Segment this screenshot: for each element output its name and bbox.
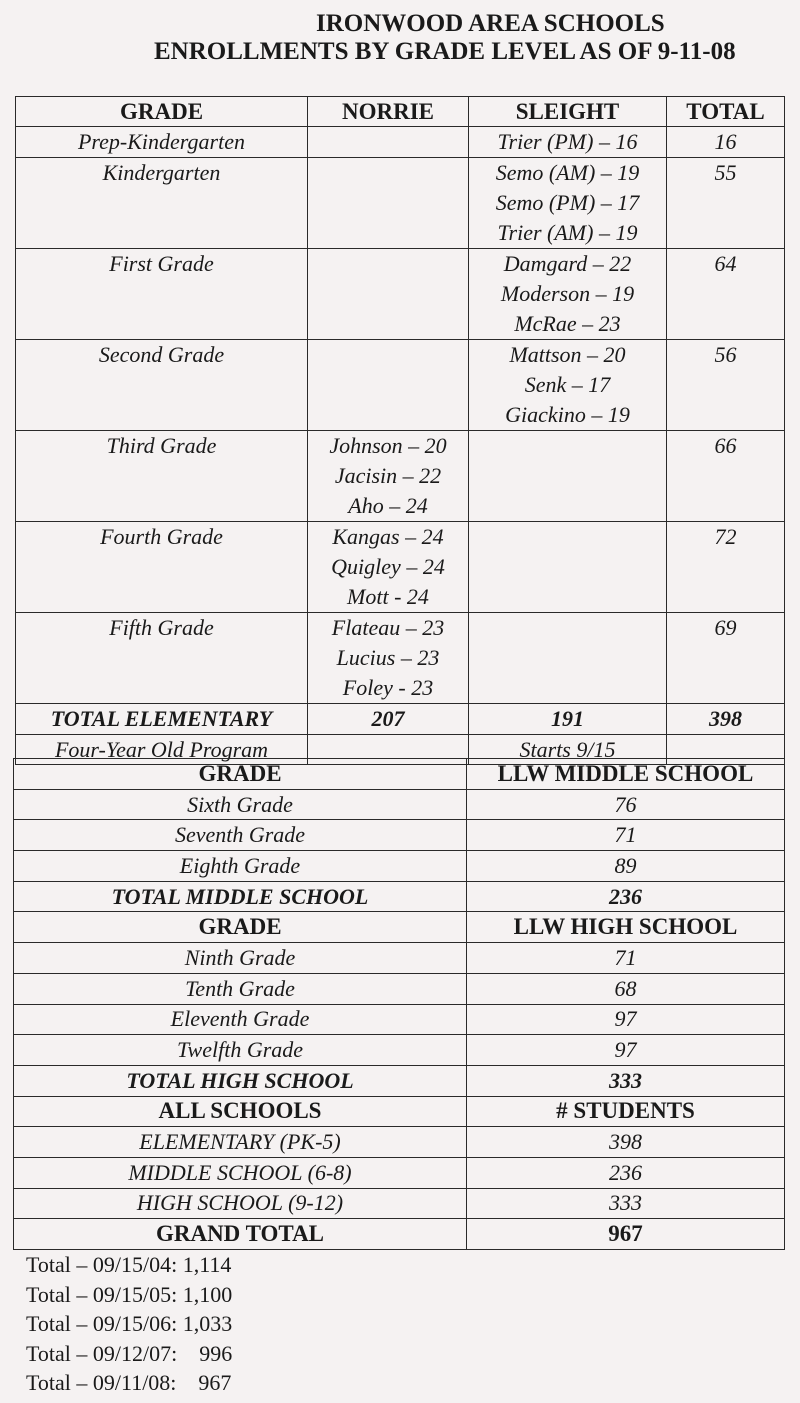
grade-total — [667, 431, 785, 522]
middle-grade-row — [14, 851, 785, 882]
col-header-grade: GRADE — [16, 97, 308, 127]
norrie-classes — [308, 431, 469, 522]
class-entry: Flateau – 23 — [331, 615, 445, 640]
class-entry: Kangas – 24 — [332, 524, 444, 549]
grade-total-value: 69 — [714, 615, 737, 640]
grand-total-row-label: GRAND TOTAL — [14, 1219, 467, 1250]
middle-grade-row-value: 89 — [467, 851, 785, 882]
all-schools-row — [14, 1188, 785, 1219]
history-line: Total – 09/11/08: 967 — [26, 1370, 232, 1395]
sleight-classes — [469, 340, 667, 431]
total-middle-row-value: 236 — [467, 881, 785, 912]
class-entry: Senk – 17 — [524, 372, 611, 397]
norrie-classes — [308, 158, 469, 249]
grade-label — [16, 522, 308, 613]
class-entry: Aho – 24 — [348, 493, 428, 518]
class-entry: Mattson – 20 — [509, 342, 626, 367]
high-grade-row-label: Eleventh Grade — [14, 1004, 467, 1035]
high-grade-row-label: Tenth Grade — [14, 973, 467, 1004]
norrie-classes — [308, 249, 469, 340]
grade-total-value: 66 — [714, 433, 737, 458]
grand-total-row-value: 967 — [467, 1219, 785, 1250]
grade-total — [667, 127, 785, 158]
middle-header — [14, 759, 785, 790]
grade-label — [16, 249, 308, 340]
high-header-value: LLW HIGH SCHOOL — [467, 912, 785, 943]
history-line: Total – 09/12/07: 996 — [26, 1340, 233, 1366]
total-elementary-label: TOTAL ELEMENTARY — [16, 704, 308, 735]
total-elementary-row — [16, 704, 785, 735]
middle-grade-row-label: Seventh Grade — [14, 820, 467, 851]
high-grade-row-value: 71 — [467, 943, 785, 974]
all-schools-header-value: # STUDENTS — [467, 1096, 785, 1127]
grade-name: Third Grade — [106, 433, 217, 458]
grade-name: Fifth Grade — [109, 615, 214, 640]
col-header-total: TOTAL — [667, 97, 785, 127]
col-header-norrie: NORRIE — [308, 97, 469, 127]
high-grade-row-label: Ninth Grade — [14, 943, 467, 974]
all-schools-row — [14, 1127, 785, 1158]
total-middle-row-label: TOTAL MIDDLE SCHOOL — [14, 881, 467, 912]
sleight-classes — [469, 127, 667, 158]
all-schools-row-value: 236 — [467, 1157, 785, 1188]
high-grade-row-value: 97 — [467, 1004, 785, 1035]
grade-total — [667, 522, 785, 613]
grade-name: Prep-Kindergarten — [77, 129, 245, 154]
class-entry: Damgard – 22 — [503, 251, 632, 276]
grade-row — [16, 249, 785, 340]
class-entry: Trier (AM) – 19 — [497, 220, 638, 245]
all-schools-header — [14, 1096, 785, 1127]
all-schools-row-value: 398 — [467, 1127, 785, 1158]
norrie-classes — [308, 127, 469, 158]
all-schools-row — [14, 1157, 785, 1188]
grade-row — [16, 613, 785, 704]
grade-total — [667, 249, 785, 340]
grade-label — [16, 158, 308, 249]
high-header-label: GRADE — [14, 912, 467, 943]
grade-name: Fourth Grade — [100, 524, 223, 549]
grand-total-row — [14, 1219, 785, 1250]
grade-row — [16, 431, 785, 522]
norrie-classes — [308, 340, 469, 431]
grade-name: First Grade — [109, 251, 214, 276]
all-schools-row-label: ELEMENTARY (PK-5) — [14, 1127, 467, 1158]
all-schools-row-label: MIDDLE SCHOOL (6-8) — [14, 1157, 467, 1188]
total-high-row-label: TOTAL HIGH SCHOOL — [14, 1065, 467, 1096]
history-line: Total – 09/15/06: 1,033 — [26, 1311, 233, 1336]
grade-total-value: 55 — [714, 160, 737, 185]
high-grade-row — [14, 1035, 785, 1066]
grade-total-value: 16 — [714, 129, 737, 154]
grade-label — [16, 127, 308, 158]
sleight-classes — [469, 522, 667, 613]
high-grade-row-label: Twelfth Grade — [14, 1035, 467, 1066]
class-entry: Trier (PM) – 16 — [497, 129, 638, 154]
grade-total — [667, 340, 785, 431]
sleight-classes — [469, 431, 667, 522]
all-schools-row-value: 333 — [467, 1188, 785, 1219]
all-schools-header-label: ALL SCHOOLS — [14, 1096, 467, 1127]
class-entry: Johnson – 20 — [329, 433, 447, 458]
total-middle-row — [14, 881, 785, 912]
history-line: Total – 09/15/05: 1,100 — [26, 1281, 233, 1307]
class-entry: Mott - 24 — [347, 584, 429, 609]
class-entry: McRae – 23 — [514, 311, 621, 336]
history-totals — [26, 1250, 232, 1398]
middle-grade-row-label: Sixth Grade — [14, 789, 467, 820]
grade-label — [16, 613, 308, 704]
high-grade-row-value: 97 — [467, 1035, 785, 1066]
grade-total — [667, 158, 785, 249]
total-norrie: 207 — [308, 704, 469, 735]
class-entry: Giackino – 19 — [505, 402, 630, 427]
middle-grade-row-label: Eighth Grade — [14, 851, 467, 882]
middle-grade-row — [14, 820, 785, 851]
class-entry: Quigley – 24 — [331, 554, 445, 579]
grade-label — [16, 431, 308, 522]
class-entry: Semo (PM) – 17 — [495, 190, 640, 215]
norrie-classes — [308, 613, 469, 704]
grade-label — [16, 340, 308, 431]
four-year-label: Four-Year Old Program — [16, 735, 308, 765]
four-year-sleight: Starts 9/15 — [469, 735, 667, 765]
class-entry: Moderson – 19 — [500, 281, 635, 306]
middle-grade-row — [14, 789, 785, 820]
secondary-table — [13, 758, 785, 1250]
class-entry: Lucius – 23 — [336, 645, 440, 670]
grade-row — [16, 522, 785, 613]
page-title: IRONWOOD AREA SCHOOLS — [316, 10, 665, 37]
sleight-classes — [469, 613, 667, 704]
grade-row — [16, 158, 785, 249]
grade-row — [16, 340, 785, 431]
all-schools-row-label: HIGH SCHOOL (9-12) — [14, 1188, 467, 1219]
high-grade-row-value: 68 — [467, 973, 785, 1004]
grade-total-value: 56 — [714, 342, 737, 367]
grade-row — [16, 127, 785, 158]
grade-total-value: 72 — [714, 524, 737, 549]
middle-grade-row-value: 76 — [467, 789, 785, 820]
middle-header-value: LLW MIDDLE SCHOOL — [467, 759, 785, 790]
total-high-row-value: 333 — [467, 1065, 785, 1096]
high-grade-row — [14, 973, 785, 1004]
grade-total — [667, 613, 785, 704]
middle-grade-row-value: 71 — [467, 820, 785, 851]
col-header-sleight: SLEIGHT — [469, 97, 667, 127]
high-grade-row — [14, 943, 785, 974]
high-header — [14, 912, 785, 943]
total-elementary-value: 398 — [667, 704, 785, 735]
class-entry: Jacisin – 22 — [334, 463, 442, 488]
total-high-row — [14, 1065, 785, 1096]
sleight-classes — [469, 158, 667, 249]
class-entry: Semo (AM) – 19 — [495, 160, 640, 185]
total-sleight: 191 — [469, 704, 667, 735]
page-subtitle: ENROLLMENTS BY GRADE LEVEL AS OF 9-11-08 — [154, 38, 736, 65]
grade-name: Kindergarten — [102, 160, 221, 185]
sleight-classes — [469, 249, 667, 340]
grade-total-value: 64 — [714, 251, 737, 276]
class-entry: Foley - 23 — [342, 675, 434, 700]
high-grade-row — [14, 1004, 785, 1035]
grade-name: Second Grade — [98, 342, 225, 367]
middle-header-label: GRADE — [14, 759, 467, 790]
elementary-table — [15, 96, 785, 765]
norrie-classes — [308, 522, 469, 613]
history-line: Total – 09/15/04: 1,114 — [26, 1252, 232, 1277]
